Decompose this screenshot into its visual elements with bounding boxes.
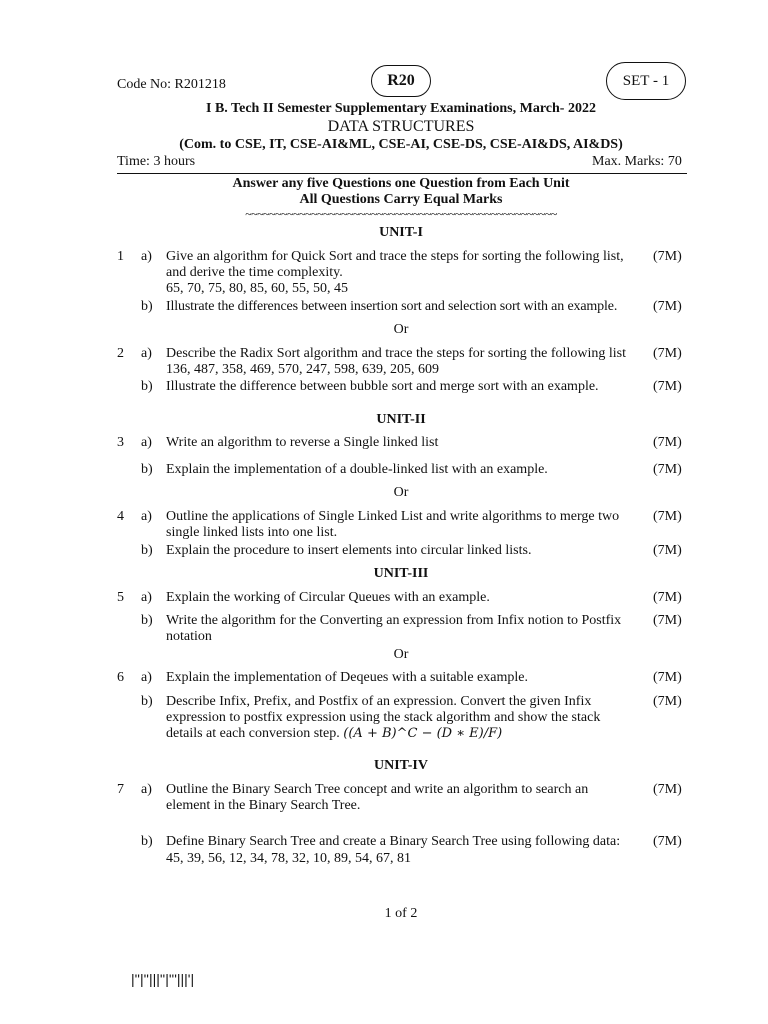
marks-label: (7M) [653, 299, 682, 314]
marks-label: (7M) [653, 462, 682, 477]
unit-4-heading: UNIT-IV [374, 758, 428, 773]
question-1b-text: Illustrate the differences between insertion sort and selection sort with an example. [166, 299, 618, 314]
question-6a-text: Explain the implementation of Deqeues with a suitable example. [166, 670, 528, 685]
sub-label: b) [141, 613, 153, 628]
question-3b-text: Explain the implementation of a double-linked list with an example. [166, 462, 548, 477]
instruction-line-1: Answer any five Questions one Question from Each Unit [232, 176, 570, 191]
question-7a-text: Outline the Binary Search Tree concept and write an algorithm to search an element in the Binary Search Tree. [166, 782, 589, 813]
question-7b-text: Define Binary Search Tree and create a Binary Search Tree using following data: [166, 834, 621, 849]
sub-label: b) [141, 543, 153, 558]
question-number: 2 [117, 346, 124, 361]
infix-expression: ((A + B)^C − (D ∗ E)/F) [343, 726, 503, 741]
tilde-separator: ~~~~~~~~~~~~~~~~~~~~~~~~~~~~~~~~~~~~~~~~~~~~~~~~~~~~ [245, 207, 557, 221]
question-4b-text: Explain the procedure to insert elements into circular linked lists. [166, 543, 532, 558]
sub-label: a) [141, 346, 152, 361]
sub-label: b) [141, 834, 153, 849]
header-rule [117, 173, 687, 174]
question-1a-text: Give an algorithm for Quick Sort and trace the steps for sorting the following list, and derive the time complexity. [166, 249, 624, 280]
sub-label: b) [141, 462, 153, 477]
sub-label: b) [141, 694, 153, 709]
sub-label: b) [141, 299, 153, 314]
marks-label: (7M) [653, 670, 682, 685]
or-separator: Or [393, 322, 409, 337]
question-number: 6 [117, 670, 124, 685]
marks-label: (7M) [653, 543, 682, 558]
set-badge: SET - 1 [606, 62, 686, 100]
unit-1-heading: UNIT-I [379, 225, 423, 240]
question-5a-text: Explain the working of Circular Queues with an example. [166, 590, 490, 605]
or-separator: Or [393, 485, 409, 500]
marks-label: (7M) [653, 694, 682, 709]
unit-2-heading: UNIT-II [376, 412, 426, 427]
marks-label: (7M) [653, 346, 682, 361]
question-1a-data: 65, 70, 75, 80, 85, 60, 55, 50, 45 [166, 281, 348, 296]
sub-label: b) [141, 379, 153, 394]
question-6b-block [166, 694, 626, 742]
marks-label: (7M) [653, 435, 682, 450]
question-6b-text: Describe Infix, Prefix, and Postfix of an expression. Convert the given Infix expression to postfix expression using the stack algorithm and show the stack details at each conversion step. [166, 694, 601, 741]
max-marks-label: Max. Marks: 70 [592, 154, 682, 169]
marks-label: (7M) [653, 590, 682, 605]
question-number: 1 [117, 249, 124, 264]
question-5b-text: Write the algorithm for the Converting an expression from Infix notion to Postfix notation [166, 613, 622, 644]
question-number: 4 [117, 509, 124, 524]
sub-label: a) [141, 249, 152, 264]
instruction-line-2: All Questions Carry Equal Marks [299, 192, 503, 207]
marks-label: (7M) [653, 613, 682, 628]
sub-label: a) [141, 670, 152, 685]
question-number: 3 [117, 435, 124, 450]
marks-label: (7M) [653, 782, 682, 797]
exam-title: I B. Tech II Semester Supplementary Examinations, March- 2022 [206, 101, 596, 116]
question-number: 7 [117, 782, 124, 797]
regulation-badge: R20 [371, 65, 431, 97]
marks-label: (7M) [653, 249, 682, 264]
barcode-text: |''|''|||''|'''|||'| [131, 971, 195, 987]
subject-title: DATA STRUCTURES [327, 118, 475, 135]
question-3a-text: Write an algorithm to reverse a Single linked list [166, 435, 439, 450]
sub-label: a) [141, 782, 152, 797]
sub-label: a) [141, 509, 152, 524]
marks-label: (7M) [653, 379, 682, 394]
question-2b-text: Illustrate the difference between bubble sort and merge sort with an example. [166, 379, 599, 394]
code-number: Code No: R201218 [117, 77, 226, 92]
page-number: 1 of 2 [384, 906, 418, 921]
time-label: Time: 3 hours [117, 154, 196, 169]
or-separator: Or [393, 647, 409, 662]
sub-label: a) [141, 590, 152, 605]
marks-label: (7M) [653, 509, 682, 524]
sub-label: a) [141, 435, 152, 450]
question-4a-text: Outline the applications of Single Linked List and write algorithms to merge two single linked lists into one list. [166, 509, 620, 540]
question-number: 5 [117, 590, 124, 605]
branches-line: (Com. to CSE, IT, CSE-AI&ML, CSE-AI, CSE-DS, CSE-AI&DS, AI&DS) [179, 137, 623, 152]
question-2a-text: Describe the Radix Sort algorithm and trace the steps for sorting the following list 136, 487, 358, 469, 570, 247, 598, 639, 205, 609 [166, 346, 626, 377]
unit-3-heading: UNIT-III [373, 566, 429, 581]
marks-label: (7M) [653, 834, 682, 849]
question-7b-data: 45, 39, 56, 12, 34, 78, 32, 10, 89, 54, 67, 81 [166, 851, 411, 866]
